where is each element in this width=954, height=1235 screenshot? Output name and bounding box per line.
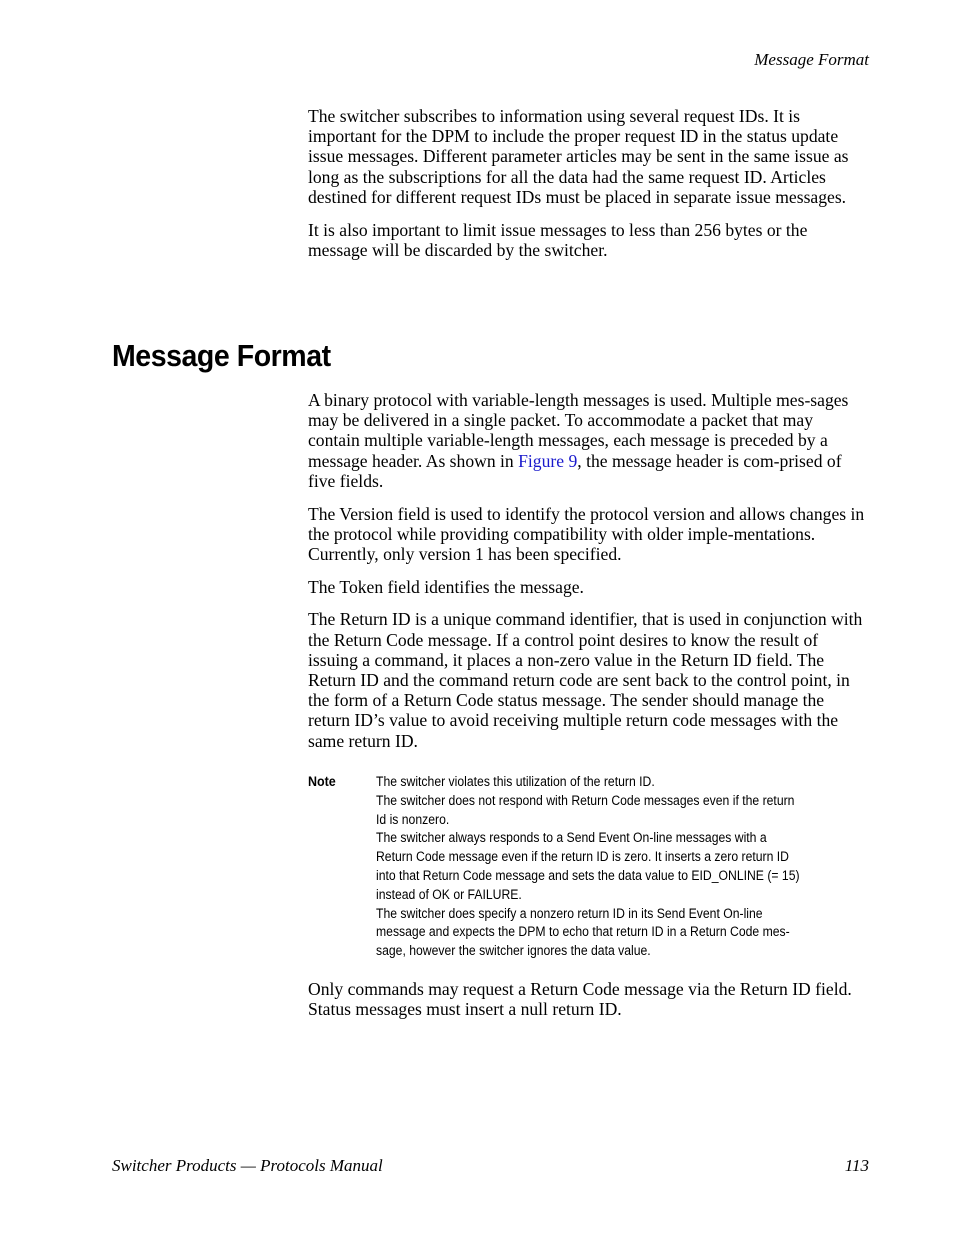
- page-number: 113: [844, 1156, 869, 1175]
- note-label: Note: [308, 774, 336, 790]
- closing-paragraph: Only commands may request a Return Code message via the Return ID field. Status messages must insert a null return ID.: [308, 979, 852, 1020]
- intro-section: [308, 106, 868, 272]
- section-heading: Message Format: [112, 338, 331, 373]
- footer-title: Switcher Products — Protocols Manual: [112, 1156, 383, 1175]
- note-line: The switcher does not respond with Return Code messages even if the return: [376, 792, 795, 809]
- figure-9-link[interactable]: Figure 9: [518, 450, 578, 471]
- main-section: [308, 390, 868, 763]
- body-paragraph-3: The Token field identifies the message.: [308, 576, 584, 597]
- intro-paragraph-1: The switcher subscribes to information using several request IDs. It is important for the DPM to include the proper request ID in the status update issue messages. Different parameter articles may be sent in the same issue as long as the subscriptions for all the data had the same request ID. Articles destined for different request IDs must be placed in separate issue messages.: [308, 106, 849, 207]
- paragraph-text: A binary protocol with variable-length messages is used. Multiple mes-sages may be delivered in a single packet. To accommodate a packet that may contain multiple variable-length messages, each message is preceded by a message header. As shown in: [308, 390, 849, 471]
- note-line: Id is nonzero.: [376, 811, 450, 828]
- note-line: The switcher always responds to a Send Event On-line messages with a: [376, 830, 767, 847]
- paragraph-text: , the message header is com-prised of five fields.: [308, 450, 842, 491]
- note-line: The switcher violates this utilization of the return ID.: [376, 774, 655, 790]
- note-body: [376, 773, 806, 961]
- note-line: into that Return Code message and sets the data value to EID_ONLINE (= 15): [376, 867, 800, 884]
- note-line: Return Code message even if the return ID is zero. It inserts a zero return ID: [376, 849, 790, 866]
- note-line: sage, however the switcher ignores the data value.: [376, 943, 651, 960]
- body-paragraph-4: The Return ID is a unique command identifier, that is used in conjunction with the Return Code message. If a control point desires to know the result of issuing a command, it places a non-zero value in the Return ID field. The Return ID and the command return code are sent back to the control point, in the form of a Return Code status message. The sender should manage the return ID’s value to avoid receiving multiple return code messages with the same return ID.: [308, 609, 863, 751]
- note-line: message and expects the DPM to echo that return ID in a Return Code mes-: [376, 924, 790, 941]
- body-paragraph-2: The Version field is used to identify the protocol version and allows changes in the protocol while providing compatibility with older imple-mentations. Currently, only version 1 has been specified.: [308, 503, 865, 564]
- running-header: Message Format: [754, 50, 869, 69]
- intro-paragraph-2: It is also important to limit issue messages to less than 256 bytes or the message will be discarded by the switcher.: [308, 219, 808, 260]
- note-line: The switcher does specify a nonzero return ID in its Send Event On-line: [376, 905, 763, 922]
- note-line: instead of OK or FAILURE.: [376, 886, 522, 903]
- body-paragraph-1: [308, 390, 868, 491]
- closing-section: [308, 979, 868, 1032]
